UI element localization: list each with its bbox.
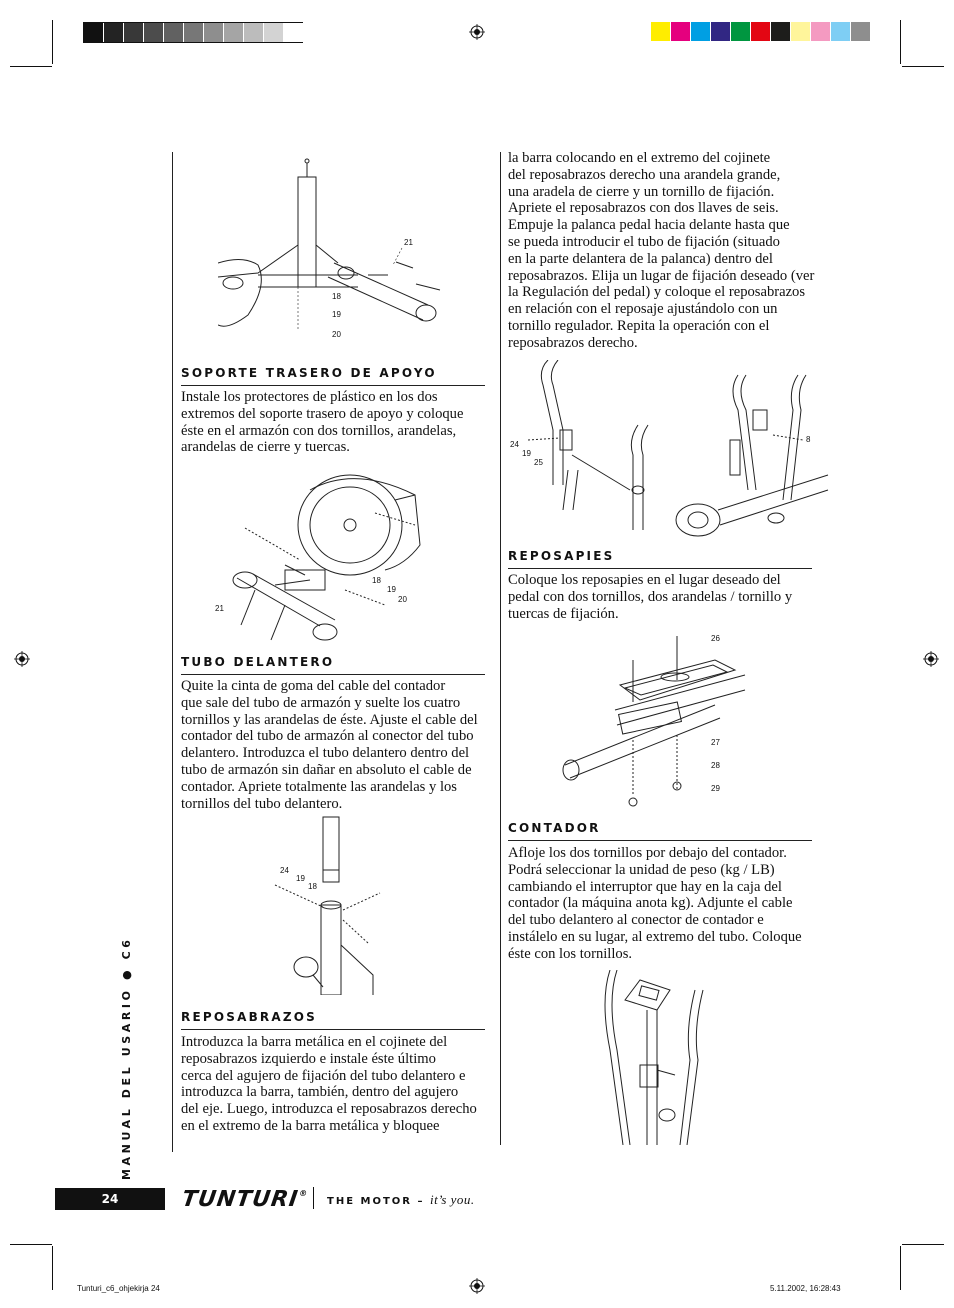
process-color-bar	[651, 22, 871, 43]
gray-swatch	[164, 23, 183, 42]
figure-front-base	[215, 470, 430, 645]
svg-text:8: 8	[806, 435, 811, 444]
svg-text:18: 18	[332, 292, 341, 301]
process-swatch	[791, 22, 810, 41]
figure-rear-support	[218, 155, 450, 345]
process-swatch	[851, 22, 870, 41]
svg-text:18: 18	[372, 576, 381, 585]
heading-soporte: SOPORTE TRASERO DE APOYO	[181, 366, 437, 380]
svg-text:18: 18	[308, 882, 317, 891]
svg-text:19: 19	[522, 449, 531, 458]
process-swatch	[691, 22, 710, 41]
rule-reposabrazos	[181, 1029, 485, 1030]
process-swatch	[711, 22, 730, 41]
slug-filename: Tunturi_c6_ohjekirja 24	[77, 1284, 160, 1293]
figure-armrests	[508, 360, 830, 538]
svg-text:20: 20	[332, 330, 341, 339]
svg-text:19: 19	[332, 310, 341, 319]
text-tubo: Quite la cinta de goma del cable del contador que sale del tubo de armazón y suelte los cuatro tornillos y las arandelas de éste. Ajuste el cable del contador del tubo de armazón al conector del tubo delantero. Introduzca el tubo delantero dentro del tubo de armazón sin dañar en absoluto el cable de contador. Apriete totalmente las arandelas y los tornillos del tubo delantero.	[181, 678, 478, 812]
text-contador: Afloje los dos tornillos por debajo del contador. Podrá seleccionar la unidad de peso (kg / LB) cambiando el interruptor que hay en la caja del contador (la máquina anota kg). Adjunte el cable del tubo delantero al conector de contador e instálelo en su lugar, al extremo del tubo. Coloque éste con los tornillos.	[508, 845, 802, 962]
rule-contador	[508, 840, 812, 841]
text-soporte: Instale los protectores de plástico en los dos extremos del soporte trasero de apoyo y coloque éste en el armazón con dos tornillos, arandelas, arandelas de cierre y tuercas.	[181, 389, 464, 456]
svg-text:29: 29	[711, 784, 720, 793]
gray-swatch	[224, 23, 243, 42]
column-divider-rule	[500, 152, 501, 1145]
left-margin-rule	[172, 152, 173, 1152]
text-reposapies: Coloque los reposapies en el lugar deseado del pedal con dos tornillos, dos arandelas / tornillo y tuercas de fijación.	[508, 572, 793, 622]
sidebar-manual-title: MANUAL DEL USARIO ● C6	[120, 936, 133, 1180]
gray-swatch	[124, 23, 143, 42]
svg-text:21: 21	[215, 604, 224, 613]
process-swatch	[831, 22, 850, 41]
gray-swatch	[264, 23, 283, 42]
svg-text:21: 21	[404, 238, 413, 247]
gray-swatch	[284, 23, 303, 42]
svg-text:19: 19	[387, 585, 396, 594]
process-swatch	[731, 22, 750, 41]
svg-text:27: 27	[711, 738, 720, 747]
gray-color-bar	[83, 22, 303, 43]
process-swatch	[651, 22, 670, 41]
figure-front-tube	[268, 815, 383, 995]
gray-swatch	[204, 23, 223, 42]
gray-swatch	[104, 23, 123, 42]
rule-tubo	[181, 674, 485, 675]
process-swatch	[751, 22, 770, 41]
heading-contador: CONTADOR	[508, 821, 601, 835]
svg-text:25: 25	[534, 458, 543, 467]
gray-swatch	[184, 23, 203, 42]
heading-tubo: TUBO DELANTERO	[181, 655, 335, 669]
slug-date: 5.11.2002, 16:28:43	[770, 1284, 841, 1293]
gray-swatch	[244, 23, 263, 42]
rule-soporte	[181, 385, 485, 386]
process-swatch	[811, 22, 830, 41]
registration-mark-right	[923, 651, 939, 667]
text-reposabrazos: Introduzca la barra metálica en el cojinete del reposabrazos izquierdo e instale éste último cerca del agujero de fijación del tubo delantero e introduzca la barra, también, dentro del agujero del eje. Luego, introduzca el reposabrazos derecho en el extremo de la barra metálica y bloquee	[181, 1034, 477, 1134]
figure-footrest	[555, 630, 750, 810]
svg-text:19: 19	[296, 874, 305, 883]
registration-mark-top	[469, 24, 485, 40]
gray-swatch	[84, 23, 103, 42]
process-swatch	[671, 22, 690, 41]
registration-mark-bottom	[469, 1278, 485, 1294]
svg-text:20: 20	[398, 595, 407, 604]
gray-swatch	[144, 23, 163, 42]
svg-text:24: 24	[280, 866, 289, 875]
process-swatch	[771, 22, 790, 41]
registration-mark-left	[14, 651, 30, 667]
svg-text:24: 24	[510, 440, 519, 449]
page-number: 24	[55, 1188, 165, 1210]
tunturi-logo: TUNTURI®	[180, 1187, 309, 1212]
figure-console	[595, 970, 715, 1145]
svg-text:28: 28	[711, 761, 720, 770]
heading-reposabrazos: REPOSABRAZOS	[181, 1010, 317, 1024]
heading-reposapies: REPOSAPIES	[508, 549, 615, 563]
text-reposabrazos-continued: la barra colocando en el extremo del cojinete del reposabrazos derecho una arandela grande, una aradela de cierre y un tornillo de fijación. Apriete el reposabrazos con dos llaves de seis. Empuje la palanca pedal hacia delante hasta que se pueda introducir el tubo de fijación (situado en la parte delantera de la palanca) dentro del reposabrazos. Elija un lugar de fijación deseado (ver la Regulación del pedal) y coloque el reposabrazos en relación con el reposaje ajustándolo con un tornillo regulador. Repita la operación con el reposabrazos derecho.	[508, 150, 815, 351]
svg-text:26: 26	[711, 634, 720, 643]
footer-divider	[313, 1187, 314, 1209]
tagline: THE MOTOR – it’s you.	[327, 1192, 475, 1207]
rule-reposapies	[508, 568, 812, 569]
